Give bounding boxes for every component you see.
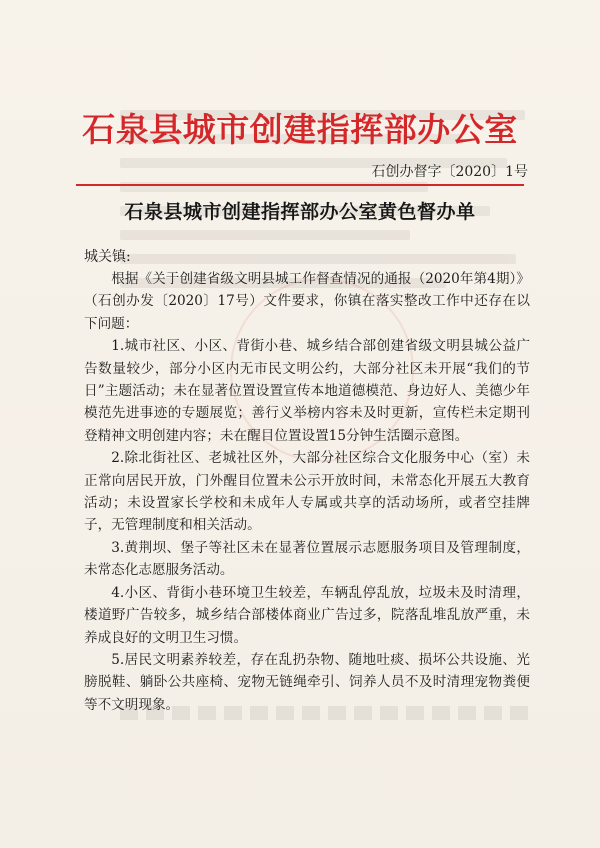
- body-paragraph-issue-4: 4.小区、背街小巷环境卫生较差，车辆乱停乱放，垃圾未及时清理，楼道野广告较多，城乡结合部楼体商业广告过多，院落乱堆乱放严重，未养成良好的文明卫生习惯。: [84, 584, 530, 646]
- body-paragraph-issue-1: 1.城市社区、小区、背街小巷、城乡结合部创建省级文明县城公益广告数量较少，部分小区内无市民文明公约，大部分社区未开展“我们的节日”主题活动；未在显著位置设置宣传本地道德模范、身边好人、美德少年模范先进事迹的专题展览；善行义举榜内容未及时更新，宣传栏未定期刊登精神文明创建内容；未在醒目位置设置15分钟生活圈示意图。: [84, 338, 530, 444]
- red-separator-line: [76, 184, 524, 186]
- document-body: [84, 268, 530, 716]
- recipient-line: 城关镇:: [84, 249, 131, 265]
- body-paragraph-issue-3: 3.黄荆坝、堡子等社区未在显著位置展示志愿服务项目及管理制度，未常态化志愿服务活动。: [84, 539, 530, 579]
- document-title: 石泉县城市创建指挥部办公室黄色督办单: [124, 201, 476, 223]
- issuer-red-header: 石泉县城市创建指挥部办公室: [82, 110, 518, 149]
- body-paragraph-intro: 根据《关于创建省级文明县城工作督查情况的通报（2020年第4期）》（石创办发〔2020〕17号）文件要求，你镇在落实整改工作中还存在以下问题：: [84, 271, 530, 332]
- document-number: 石创办督字〔2020〕1号: [371, 164, 528, 180]
- body-paragraph-issue-2: 2.除北街社区、老城社区外，大部分社区综合文化服务中心（室）未正常向居民开放，门外醒目位置未公示开放时间，未常态化开展五大教育活动；未设置家长学校和未成年人专属或共享的活动场所，或者空挂牌子，无管理制度和相关活动。: [84, 450, 530, 534]
- body-paragraph-issue-5: 5.居民文明素养较差，存在乱扔杂物、随地吐痰、损坏公共设施、光膀脱鞋、躺卧公共座椅、宠物无链绳牵引、饲养人员不及时清理宠物粪便等不文明现象。: [84, 651, 530, 713]
- reverse-side-footer-bleed: [120, 706, 530, 720]
